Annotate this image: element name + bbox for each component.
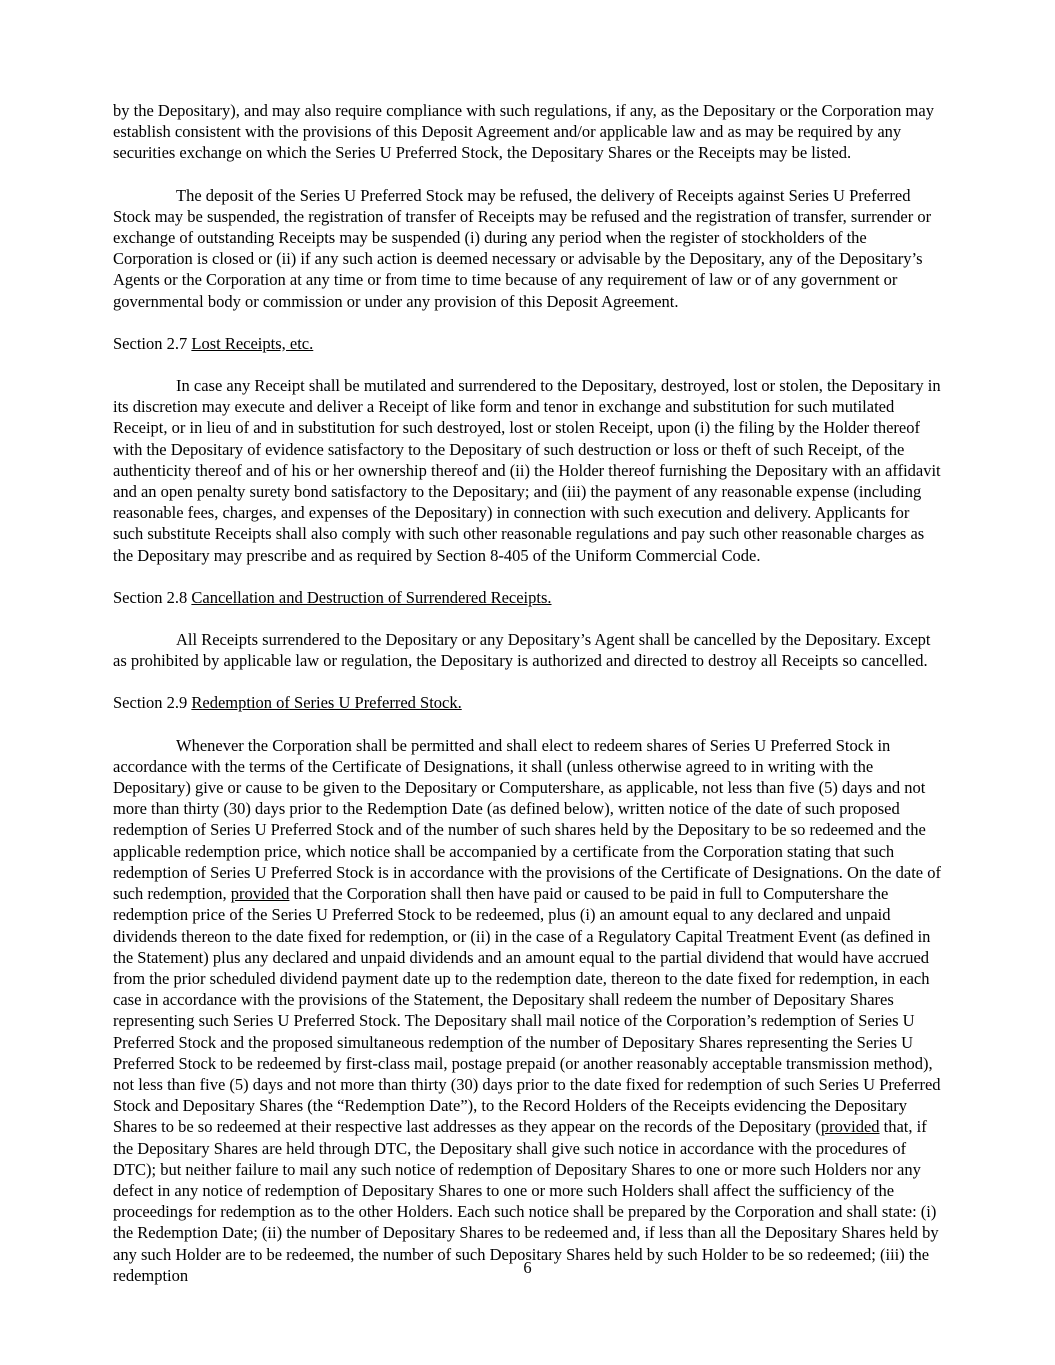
section-2-9-number: Section 2.9 — [113, 693, 188, 713]
paragraph-continuation: by the Depositary), and may also require compliance with such regulations, if any, as the Depositary or the Corporation may establish consistent with the provisions of this Deposit Agreement and/or applicable law and as may be required by any securities exchange on which the Series U Preferred Stock, the Depositary Shares or the Receipts may be listed. — [113, 101, 934, 163]
section-2-7-title: Lost Receipts, etc. — [191, 333, 314, 353]
section-2-8-number: Section 2.8 — [113, 587, 188, 607]
section-2-9-title: Redemption of Series U Preferred Stock. — [191, 693, 462, 713]
paragraph-deposit-refusal: The deposit of the Series U Preferred Stock may be refused, the delivery of Receipts against Series U Preferred Stock may be suspended, the registration of transfer of Receipts may be refused and the registration of transfer, surrender or exchange of outstanding Receipts may be suspended (i) during any period when the register of stockholders of the Corporation is closed or (ii) if any such action is deemed necessary or advisable by the Depositary, any of the Depositary’s Agents or the Corporation at any time or from time to time because of any requirement of law or of any government or governmental body or commission or under any provision of this Deposit Agreement. — [113, 185, 932, 311]
section-heading-2-7 — [113, 333, 942, 354]
redemption-text-segment: Whenever the Corporation shall be permitted and shall elect to redeem shares of Series U Preferred Stock in accordance with the terms of the Certificate of Designations, it shall (unless otherwise agreed to in writing with the Depositary) give or cause to be given to the Depositary or Computershare, as applicable, not less than five (5) days and not more than thirty (30) days prior to the Redemption Date (as defined below), written notice of the date of such proposed redemption of Series U Preferred Stock and of the number of such shares held by the Depositary to be so redeemed and the applicable redemption price, which notice shall be accompanied by a certificate from the Corporation stating that such redemption of Series U Preferred Stock is in accordance with the provisions of the Certificate of Designations. On the date of such redemption, — [113, 735, 941, 904]
paragraph-redemption — [113, 735, 942, 1286]
redemption-text-segment: that the Corporation shall then have paid or caused to be paid in full to Computershare the redemption price of the Series U Preferred Stock to be redeemed, plus (i) an amount equal to any declared and unpaid dividends thereon to the date fixed for redemption, or (ii) in the case of a Regulatory Capital Treatment Event (as defined in the Statement) plus any declared and unpaid dividends and an amount equal to the partial dividend that would have accrued from the prior scheduled dividend payment date up to the redemption date, thereon to the date fixed for redemption, in each case in accordance with the provisions of the Statement, the Depositary shall redeem the number of Depositary Shares representing such Series U Preferred Stock. The Depositary shall mail notice of the Corporation’s redemption of Series U Preferred Stock and the proposed simultaneous redemption of the number of Depositary Shares representing the Series U Preferred Stock to be redeemed by first-class mail, postage prepaid (or another reasonably acceptable transmission method), not less than five (5) days and not more than thirty (30) days prior to the date fixed for redemption of such Series U Preferred Stock and Depositary Shares (the “Redemption Date”), to the Record Holders of the Receipts evidencing the Depositary Shares to be so redeemed at their respective last addresses as they appear on the records of the Depositary ( — [113, 884, 941, 1137]
paragraph-lost-receipts: In case any Receipt shall be mutilated and surrendered to the Depositary, destroyed, lost or stolen, the Depositary in its discretion may execute and deliver a Receipt of like form and tenor in exchange and substitution for such mutilated Receipt, or in lieu of and in substitution for such destroyed, lost or stolen Receipt, upon (i) the filing by the Holder thereof with the Depositary of evidence satisfactory to the Depositary of such destruction or loss or theft of such Receipt, of the authenticity thereof and of his or her ownership thereof and (ii) the Holder thereof furnishing the Depositary with an affidavit and an open penalty surety bond satisfactory to the Depositary; and (iii) the payment of any reasonable expense (including reasonable fees, charges, and expenses of the Depositary) in connection with such execution and delivery. Applicants for such substitute Receipts shall also comply with such other reasonable regulations and pay such other reasonable charges as the Depositary may prescribe and as required by Section 8-405 of the Uniform Commercial Code. — [113, 376, 941, 565]
section-2-7-number: Section 2.7 — [113, 333, 188, 353]
paragraph-cancellation: All Receipts surrendered to the Depositary or any Depositary’s Agent shall be cancelled by the Depositary. Except as prohibited by applicable law or regulation, the Depositary is authorized and directed to destroy all Receipts so cancelled. — [113, 630, 931, 671]
redemption-text-provided-2: provided — [820, 1117, 880, 1137]
section-heading-2-9 — [113, 692, 942, 713]
redemption-text-segment: that, if the Depositary Shares are held through DTC, the Depositary shall give such notice in accordance with the procedures of DTC); but neither failure to mail any such notice of redemption of Depositary Shares to one or more such Holders nor any defect in any notice of redemption of Depositary Shares to one or more such Holders shall affect the sufficiency of the proceedings for redemption as to the other Holders. Each such notice shall be prepared by the Corporation and shall state: (i) the Redemption Date; (ii) the number of Depositary Shares to be redeemed and, if less than all the Depositary Shares held by any such Holder are to be redeemed, the number of such Depositary Shares held by such Holder to be so redeemed; (iii) the redemption — [113, 1117, 939, 1285]
section-heading-2-8 — [113, 587, 942, 608]
section-2-8-title: Cancellation and Destruction of Surrendered Receipts. — [191, 587, 552, 607]
document-content — [113, 100, 942, 1286]
page-number: 6 — [523, 1258, 532, 1277]
redemption-text-provided-1: provided — [230, 884, 290, 904]
